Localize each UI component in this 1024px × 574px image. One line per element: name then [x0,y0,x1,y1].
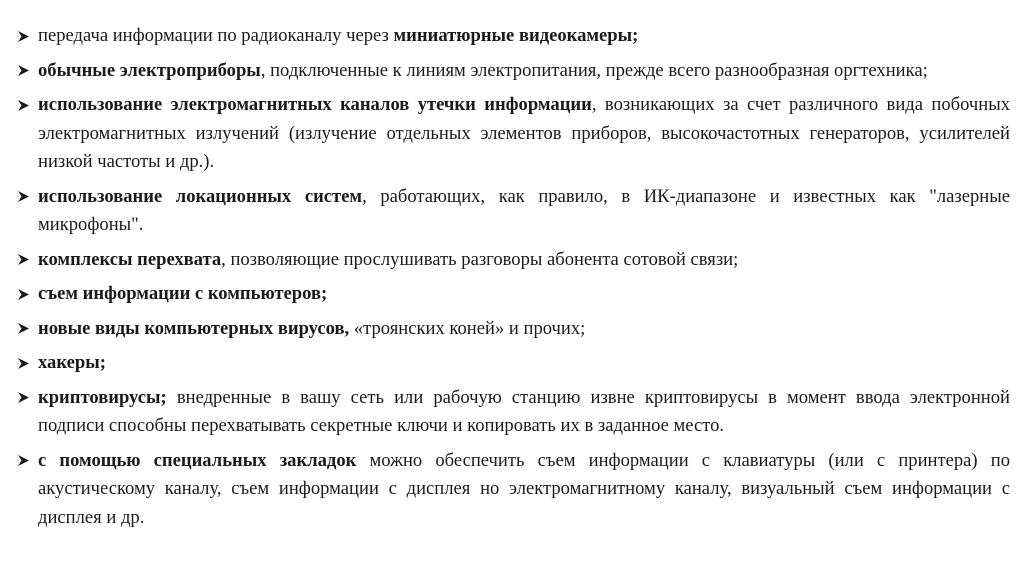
item-bold-term: использование локационных систем [38,185,363,207]
list-item [14,384,1010,441]
arrowhead-bullet-icon [14,349,32,378]
item-bold-term: обычные электроприборы [38,59,261,81]
item-text: передача информации по радиоканалу через [38,25,394,46]
list-item [14,183,1010,240]
arrowhead-bullet-icon [14,22,32,51]
item-bold-term: криптовирусы; [38,386,167,408]
item-text: можно обеспечить съем информации с клавиатуры (или с принтера) по акустическому каналу, съем информации с дисплея но электромагнитному каналу, визуальный съем информации с дисплея и др. [38,449,1010,528]
list-item [14,280,1010,309]
item-bold-term: с помощью специальных закладок [38,449,357,471]
item-text: , возникающих за счет различного вида побочных электромагнитных излучений (излучение отдельных элементов приборов, высокочастотных генераторов, усилителей низкой частоты и др.). [38,94,1010,172]
arrowhead-bullet-icon [14,447,32,476]
item-bold-term: съем информации с компьютеров; [38,283,328,304]
item-bold-term: использование электромагнитных каналов утечки информации [38,94,592,115]
item-bold-term: хакеры; [38,352,106,373]
list-item [14,349,1010,378]
item-bold-term: новые виды компьютерных вирусов, [38,317,350,339]
item-text: , позволяющие прослушивать разговоры абонента сотовой связи; [221,248,739,270]
bullet-list [14,22,1010,532]
item-text: «троянских коней» и прочих; [349,317,586,339]
list-item [14,91,1010,177]
list-item [14,315,1010,344]
arrowhead-bullet-icon [14,315,32,344]
list-item [14,57,1010,86]
arrowhead-bullet-icon [14,183,32,212]
arrowhead-bullet-icon [14,384,32,413]
item-bold-term: комплексы перехвата [38,248,222,270]
list-item [14,22,1010,51]
list-item [14,447,1010,533]
list-item [14,246,1010,275]
arrowhead-bullet-icon [14,246,32,275]
item-bold-term: миниатюрные видеокамеры; [393,25,639,46]
item-text: , подключенные к линиям электропитания, прежде всего разнообразная оргтехника; [260,59,928,81]
arrowhead-bullet-icon [14,280,32,309]
item-text: внедренные в вашу сеть или рабочую станцию извне криптовирусы в момент ввода электронной подписи способны перехватывать секретные ключи и копировать их в заданное место. [38,386,1010,436]
arrowhead-bullet-icon [14,91,32,120]
arrowhead-bullet-icon [14,57,32,86]
item-text: , работающих, как правило, в ИК-диапазоне и известных как "лазерные микрофоны". [38,185,1010,235]
